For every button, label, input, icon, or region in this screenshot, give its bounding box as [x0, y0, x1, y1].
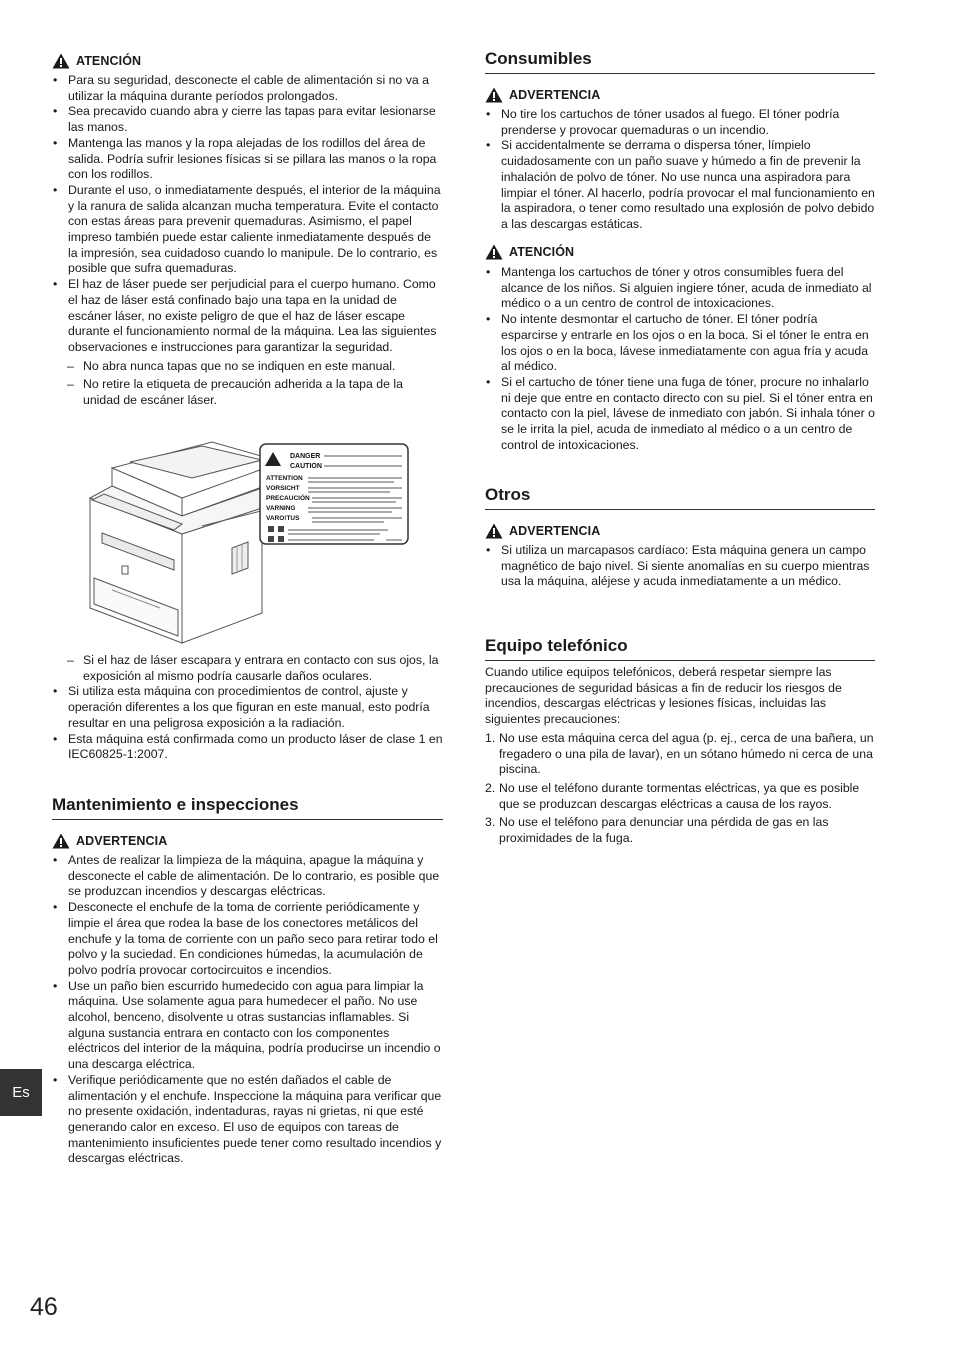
list-subitem: – No retire la etiqueta de precaución adherida a la tapa de la unidad de escáner láser.	[52, 377, 443, 408]
section-title-maintenance: Mantenimiento e inspecciones	[52, 795, 443, 820]
list-item: • Sea precavido cuando abra y cierre las tapas para evitar lesionarse las manos.	[52, 104, 443, 135]
list-item: • Antes de realizar la limpieza de la máquina, apague la máquina y desconecte el cable de alimentación. De lo contrario, es posible que se produzcan incendios y descargas eléctricas.	[52, 853, 443, 900]
list-subitem: – Si el haz de láser escapara y entrara en contacto con sus ojos, la exposición al mismo podría causarle daños oculares.	[52, 653, 443, 684]
svg-text:ATTENTION: ATTENTION	[266, 475, 303, 482]
section-title-otros: Otros	[485, 485, 875, 510]
list-item: 2. No use el teléfono durante tormentas eléctricas, ya que es posible que se produzcan descargas eléctricas a causa de los rayos.	[485, 780, 860, 811]
list-item: • El haz de láser puede ser perjudicial para el cuerpo humano. Como el haz de láser está confinado bajo una tapa en la unidad de escáner láser, no existe peligro de que el haz de láser escape durante el funcionamiento normal de la máquina. Lea las siguientes observaciones e instrucciones para garantizar la seguridad.	[52, 277, 443, 356]
language-tab: Es	[0, 1069, 42, 1116]
list-item: • Esta máquina está confirmada como un producto láser de clase 1 en IEC60825-1:2007.	[52, 732, 443, 763]
list-item: • Desconecte el enchufe de la toma de corriente periódicamente y limpie el área que rodea la base de los conectores metálicos del enchufe y la toma de corriente con un paño seco para retirar todo el polvo y la suciedad. En condiciones húmedas, la acumulación de polvo podría provocar cortocircuitos e incendios.	[52, 900, 443, 979]
list-item: • Mantenga los cartuchos de tóner y otros consumibles fuera del alcance de los niños. Si alguien ingiere tóner, acuda de inmediato al médico o a un centro de control de intoxicaciones.	[485, 265, 875, 312]
section-title-telefono: Equipo telefónico	[485, 636, 875, 661]
warning-triangle-icon	[485, 87, 503, 103]
otros-list	[485, 543, 875, 590]
after-figure-list	[52, 653, 443, 763]
list-item: • Si utiliza esta máquina con procedimientos de control, ajuste y operación diferentes a los que figuran en este manual, esto podría resultar en una peligrosa exposición a la radiación.	[52, 684, 443, 731]
otros-advertencia-label: ADVERTENCIA	[485, 522, 600, 540]
telefono-intro: Cuando utilice equipos telefónicos, deberá respetar siempre las precauciones de seguridad básicas a fin de reducir los riesgos de incendios, descargas eléctricas y lesiones físicas, incluidas las siguientes precauciones:	[485, 665, 842, 727]
list-item: • No intente desmontar el cartucho de tóner. El tóner podría esparcirse y entrarle en los ojos o en la boca. Si el tóner le entra en los ojos o en la boca, lávese inmediatamente con agua fría y acuda al médico.	[485, 312, 875, 375]
svg-text:PRECAUCIÓN: PRECAUCIÓN	[266, 495, 310, 502]
list-item: 1. No use esta máquina cerca del agua (p. ej., cerca de una bañera, un fregadero o una pila de lavar), en un sótano húmedo ni cerca de una piscina.	[485, 730, 874, 777]
maintenance-advertencia-label: ADVERTENCIA	[52, 832, 167, 850]
warning-triangle-icon	[485, 244, 503, 260]
warning-triangle-icon	[485, 523, 503, 539]
consumibles-advertencia-label: ADVERTENCIA	[485, 86, 600, 104]
list-item: • No tire los cartuchos de tóner usados al fuego. El tóner podría prenderse y provocar quemaduras o un incendio.	[485, 107, 875, 138]
list-item: • Para su seguridad, desconecte el cable de alimentación si no va a utilizar la máquina durante períodos prolongados.	[52, 73, 443, 104]
list-subitem: – No abra nunca tapas que no se indiquen en este manual.	[52, 359, 443, 375]
sticker-danger: DANGER	[290, 453, 321, 460]
svg-text:VARNING: VARNING	[266, 505, 296, 512]
printer-illustration	[82, 438, 412, 648]
list-item: • Si utiliza un marcapasos cardíaco: Esta máquina genera un campo magnético de bajo nivel. Si siente anomalías en su cuerpo mientras usa la máquina, aléjese y acuda inmediatamente a un médico.	[485, 543, 875, 590]
list-item: • Durante el uso, o inmediatamente después, el interior de la máquina y la ranura de salida alcanzan mucha temperatura. Evite el contacto con estas áreas para prevenir quemaduras. Asimismo, el papel impreso también puede estar caliente inmediatamente después de la impresión, sea cuidadoso cuando lo manipule. De lo contrario, es posible que sufra quemaduras.	[52, 183, 443, 277]
consumibles-advertencia-list	[485, 107, 875, 233]
maintenance-list	[52, 853, 443, 1167]
warning-triangle-icon	[52, 833, 70, 849]
atencion-list	[52, 73, 443, 409]
atencion-label: ATENCIÓN	[52, 52, 141, 70]
printer-drawing	[82, 438, 412, 648]
list-item: • Use un paño bien escurrido humedecido con agua para limpiar la máquina. Use solamente agua para humedecer el paño. No use alcohol, benceno, disolvente u otras sustancias inflamables. Si alguna sustancia entrara en contacto con los componentes eléctricos del interior de la máquina, podría producirse un incendio o una descarga eléctrica.	[52, 979, 443, 1073]
svg-text:VORSICHT: VORSICHT	[266, 485, 300, 492]
svg-text:VARO!TUS: VARO!TUS	[266, 515, 300, 522]
list-item: • Si el cartucho de tóner tiene una fuga de tóner, procure no inhalarlo ni deje que entre en contacto directo con su piel. Si el tóner entra en contacto con la piel, lávese de inmediato con jabón. Si inhala tóner o se le irrita la piel, acuda de inmediato al médico o a un centro de control de intoxicaciones.	[485, 375, 875, 454]
section-title-consumibles: Consumibles	[485, 49, 875, 74]
warning-triangle-icon	[52, 53, 70, 69]
sticker-caution: CAUTION	[290, 463, 322, 470]
list-item: 3. No use el teléfono para denunciar una pérdida de gas en las proximidades de la fuga.	[485, 815, 829, 846]
consumibles-atencion-list	[485, 265, 875, 453]
telefono-content	[485, 665, 875, 847]
list-item: • Si accidentalmente se derrama o dispersa tóner, límpielo cuidadosamente con un paño suave y húmedo a fin de prevenir la inhalación de polvo de tóner. No use nunca una aspiradora para limpiar el tóner. Al hacerlo, podría provocar el mal funcionamiento en la aspiradora, o tener como resultado una explosión de polvo debido a las descargas estáticas.	[485, 138, 875, 232]
list-item: • Verifique periódicamente que no estén dañados el cable de alimentación y el enchufe. Inspeccione la máquina para verificar que no presente oxidación, indentaduras, rayas ni grietas, ni que esté generando calor en exceso. El uso de equipos con tareas de mantenimiento insuficientes puede tener como resultado incendios y descargas eléctricas.	[52, 1073, 443, 1167]
list-item: • Mantenga las manos y la ropa alejadas de los rodillos del área de salida. Podría sufrir lesiones físicas si se pillara las manos o la ropa con los rodillos.	[52, 136, 443, 183]
consumibles-atencion-label: ATENCIÓN	[485, 243, 574, 261]
page-number: 46	[30, 1293, 58, 1321]
